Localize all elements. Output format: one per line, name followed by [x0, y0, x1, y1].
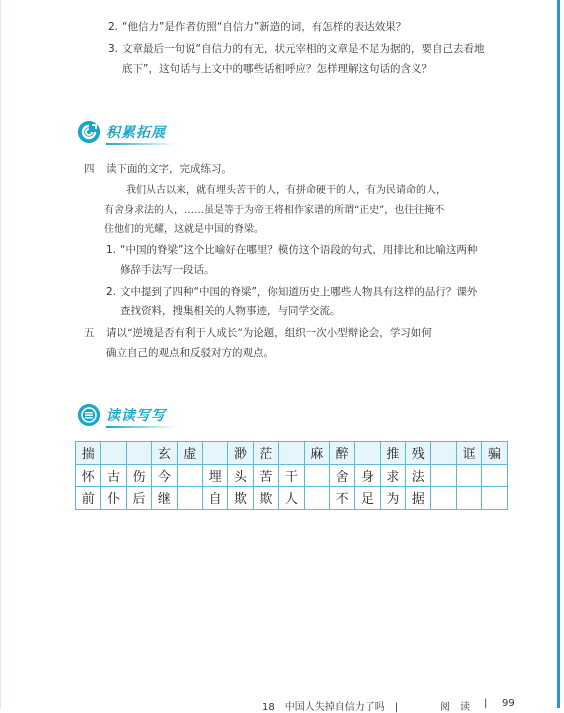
sub-question-number: 2. [106, 286, 117, 298]
section-underline [106, 143, 176, 145]
vocab-cell: 麻 [304, 442, 329, 465]
quote-line: 有舍身求法的人，……虽是等于为帝王将相作家谱的所谓“正史”，也往往掩不 [104, 205, 445, 216]
vocab-cell: 后 [126, 487, 151, 510]
vocab-cell [177, 464, 202, 487]
vocab-cell: 继 [152, 487, 177, 510]
sub-question-1-line2: 修辞手法写一段话。 [120, 264, 215, 276]
vocab-cell [177, 487, 202, 510]
vocab-cell: 据 [406, 487, 431, 510]
page-right-border [557, 0, 560, 708]
vocab-cell: 古 [101, 464, 126, 487]
vocab-row [76, 487, 508, 510]
vocab-cell [355, 442, 380, 465]
footer-unit: 阅 读 [440, 702, 470, 713]
section-title: 积累拓展 [106, 125, 166, 141]
vocab-cell: 残 [406, 442, 431, 465]
vocab-cell [456, 487, 481, 510]
vocab-cell: 玄 [152, 442, 177, 465]
vocab-cell: 不 [329, 487, 354, 510]
section-heading-read-write [78, 404, 166, 426]
vocab-cell [202, 442, 227, 465]
vocab-cell: 苦 [253, 464, 278, 487]
vocab-cell: 醉 [329, 442, 354, 465]
vocab-cell [101, 442, 126, 465]
vocab-cell [456, 464, 481, 487]
quote-line: 我们从古以来，就有埋头苦干的人，有拼命硬干的人，有为民请命的人， [126, 185, 446, 196]
progress-ring-icon [78, 121, 100, 143]
vocab-cell: 前 [76, 487, 101, 510]
sub-question-text: “中国的脊梁”这个比喻好在哪里？模仿这个语段的句式，用排比和比喻这两种 [120, 244, 478, 256]
vocab-cell: 茫 [253, 442, 278, 465]
vocabulary-grid [75, 441, 508, 510]
vocab-cell [126, 442, 151, 465]
vocab-cell [482, 464, 507, 487]
vocab-cell: 仆 [101, 487, 126, 510]
vocab-cell: 欺 [228, 487, 253, 510]
exercise-text-line1: 请以“逆境是否有利于人成长”为论题，组织一次小型辩论会，学习如何 [106, 327, 432, 339]
vocab-cell: 足 [355, 487, 380, 510]
exercise-5-line2: 确立自己的观点和反驳对方的观点。 [106, 347, 274, 359]
page-left-edge [0, 0, 1, 708]
vocab-cell: 埋 [202, 464, 227, 487]
page-number: 99 [502, 698, 515, 709]
vocab-row [76, 464, 508, 487]
vocab-cell [431, 487, 456, 510]
question-text-line1: 文章最后一句说“自信力的有无，状元宰相的文章是不足为据的，要自己去看地 [122, 43, 485, 55]
vocab-cell: 虚 [177, 442, 202, 465]
exercise-number: 五 [84, 327, 95, 339]
question-text-line2: 底下”，这句话与上文中的哪些话相呼应？怎样理解这句话的含义？ [122, 63, 432, 75]
vocab-cell: 为 [380, 487, 405, 510]
vocab-cell: 法 [406, 464, 431, 487]
vocab-cell: 渺 [228, 442, 253, 465]
vocab-cell: 今 [152, 464, 177, 487]
exercise-5 [84, 324, 432, 342]
vocab-cell: 揣 [76, 442, 101, 465]
vocab-cell: 诓 [456, 442, 481, 465]
question-3-line2 [122, 62, 432, 77]
vocab-cell: 推 [380, 442, 405, 465]
question-number: 3. [108, 43, 119, 55]
vocab-cell [304, 487, 329, 510]
vocab-cell: 欺 [253, 487, 278, 510]
vocab-cell: 身 [355, 464, 380, 487]
vocab-cell: 求 [380, 464, 405, 487]
vocab-cell [304, 464, 329, 487]
sub-question-2 [106, 283, 477, 301]
sub-question-1 [106, 241, 477, 259]
sub-question-2-line2: 查找资料，搜集相关的人物事迹，与同学交流。 [120, 305, 341, 317]
sub-question-text: 文中提到了四种“中国的脊梁”，你知道历史上哪些人物具有这样的品行？课外 [120, 286, 478, 298]
vocab-cell: 干 [279, 464, 304, 487]
vocab-cell: 人 [279, 487, 304, 510]
question-text: “他信力”是作者仿照“自信力”新造的词，有怎样的表达效果？ [122, 21, 407, 33]
list-circle-icon [78, 404, 100, 426]
vocab-cell: 伤 [126, 464, 151, 487]
section-heading-accumulate [78, 121, 166, 143]
vocab-cell: 头 [228, 464, 253, 487]
vocab-cell [431, 442, 456, 465]
footer-lesson: 18 中国人失掉自信力了吗 | [262, 702, 399, 713]
sub-question-number: 1. [106, 244, 117, 256]
quote-line: 住他们的光耀，这就是中国的脊梁。 [104, 224, 264, 235]
section-underline [106, 426, 176, 428]
question-2 [108, 20, 406, 35]
exercise-number: 四 [84, 163, 95, 175]
vocab-cell: 舍 [329, 464, 354, 487]
vocab-cell [482, 487, 507, 510]
exercise-instruction: 读下面的文字，完成练习。 [106, 163, 232, 175]
section-title: 读读写写 [106, 408, 166, 424]
vocab-row [76, 442, 508, 465]
question-3 [108, 42, 484, 57]
vocab-cell: 自 [202, 487, 227, 510]
vocab-cell: 骗 [482, 442, 507, 465]
vocab-cell: 怀 [76, 464, 101, 487]
footer-separator: | [484, 698, 488, 709]
exercise-4-instruction [84, 160, 232, 178]
vocab-cell [431, 464, 456, 487]
vocab-cell [279, 442, 304, 465]
question-number: 2. [108, 21, 119, 33]
